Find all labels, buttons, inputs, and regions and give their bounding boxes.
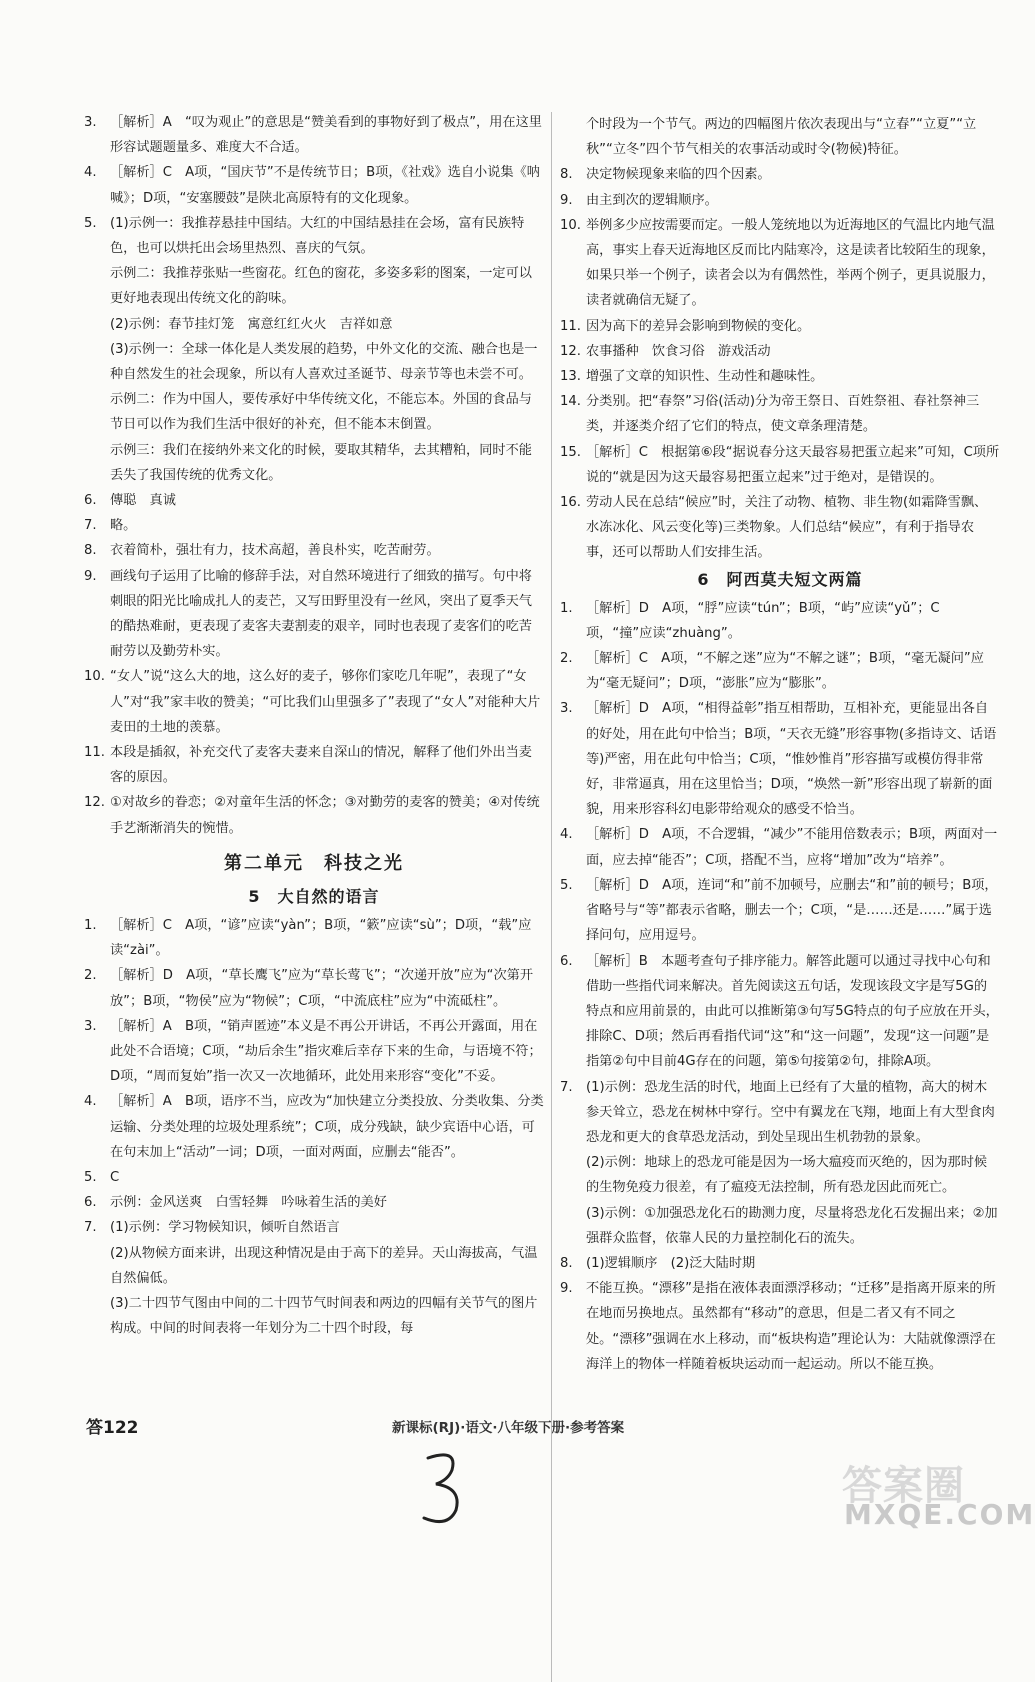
answer-item <box>84 538 544 563</box>
answer-text: 不能互换。“漂移”是指在液体表面漂浮移动；“迁移”是指离开原来的所在地而另换地点。虽然都有“移动”的意思，但是二者又有不同之处。“漂移”强调在水上移动，而“板块构造”理论认为：大陆就像漂浮在海洋上的物体一样随着板块运动而一起运动。所以不能互换。 <box>586 1281 996 1372</box>
answer-text: ［解析］A B项，语序不当，应改为“加快建立分类投放、分类收集、分类运输、分类处理的垃圾处理系统”；C项，成分残缺，缺少宾语中心语，可在句末加上“活动”一词；D项，一面对两面，应删去“能否”。 <box>110 1094 544 1160</box>
answer-text: ［解析］D A项，连词“和”前不加顿号，应删去“和”前的顿号；B项，省略号与“等”都表示省略，删去一个；C项，“是……还是……”属于选择问句，应用逗号。 <box>586 877 998 944</box>
answer-text: ［解析］A “叹为观止”的意思是“赞美看到的事物好到了极点”，用在这里形容试题题量多、难度大不合适。 <box>110 115 542 156</box>
answer-text: 个时段为一个节气。两边的四幅图片依次表现出与“立春”“立夏”“立秋”“立冬”四个节气相关的农事活动或时令(物候)特征。 <box>586 117 977 158</box>
answer-text: ［解析］A B项，“销声匿迹”本义是不再公开讲话，不再公开露面，用在此处不合语境；C项，“劫后余生”指灾难后幸存下来的生命，与语境不符；D项，“周而复始”指一次又一次地循环，此处用来形容“变化”不妥。 <box>110 1018 542 1085</box>
answer-text: 因为高下的差异会影响到物候的变化。 <box>586 318 811 334</box>
answer-item <box>84 387 544 437</box>
answer-item <box>560 162 1000 187</box>
answer-text: 傳聪 真诚 <box>110 493 176 509</box>
answer-item <box>84 664 544 740</box>
answer-item <box>84 564 544 665</box>
answer-text: 示例二：作为中国人，要传承好中华传统文化，不能忘本。外国的食品与节日可以作为我们生活中很好的补充，但不能本末倒置。 <box>110 392 532 433</box>
answer-item <box>84 438 544 488</box>
right-answers-block-2 <box>560 596 1000 1377</box>
answer-text: (1)逻辑顺序 (2)泛大陆时期 <box>586 1255 756 1271</box>
answer-text: ［解析］D A项，“相得益彰”指互相帮助，互相补充，更能显出各自的好处，用在此句中恰当；B项，“天衣无缝”形容事物(多指诗文、话语等)严密，用在此句中恰当；C项，“惟妙惟肖”形容描写或模仿得非常好，非常逼真，用在这里恰当；D项，“焕然一新”形容出现了崭新的面貌，用来形容科幻电影带给观众的感受不恰当。 <box>586 701 997 818</box>
answer-text: ［解析］D A项，不合逻辑，“减少”不能用倍数表示；B项，两面对一面，应去掉“能否”；C项，搭配不当，应将“增加”改为“培养”。 <box>586 827 998 868</box>
answer-number: 15. <box>560 444 581 460</box>
answer-item <box>84 1089 544 1165</box>
answer-number: 7. <box>84 1220 97 1236</box>
answer-number: 14. <box>560 394 581 410</box>
answer-number: 4. <box>560 827 573 843</box>
answer-number: 3. <box>84 1018 97 1034</box>
answer-item <box>560 696 1000 822</box>
right-answers-block-1 <box>560 112 1000 566</box>
right-column <box>560 112 1000 1377</box>
page-number: 答122 <box>86 1418 139 1438</box>
answer-item <box>84 488 544 513</box>
answer-number: 7. <box>84 518 97 534</box>
answer-text: 由主到次的逻辑顺序。 <box>586 192 718 208</box>
footer-book-title: 新课标(RJ)·语文·八年级下册·参考答案 <box>392 1420 625 1436</box>
answer-text: (1)示例一：我推荐悬挂中国结。大红的中国结悬挂在会场，富有民族特色，也可以烘托出会场里热烈、喜庆的气氛。 <box>110 215 525 257</box>
left-answers-block-2 <box>84 913 544 1341</box>
answer-number: 8. <box>560 1255 573 1271</box>
answer-item <box>560 1251 1000 1276</box>
answer-number: 8. <box>84 543 97 559</box>
lesson-title-6: 6 阿西莫夫短文两篇 <box>697 569 863 589</box>
answer-text: 决定物候现象来临的四个因素。 <box>586 167 771 183</box>
answer-text: ［解析］D A项，“脬”应读“tún”；B项，“屿”应读“yǔ”；C项，“撞”应读“zhuàng”。 <box>586 600 940 641</box>
answer-number: 4. <box>84 1094 97 1110</box>
column-divider <box>551 112 552 1682</box>
answer-text: ［解析］D A项，“草长鹰飞”应为“草长莺飞”；“次递开放”应为“次第开放”；B项，“物侯”应为“物候”；C项，“中流底柱”应为“中流砥柱”。 <box>110 968 534 1009</box>
answer-item <box>84 1190 544 1215</box>
answer-number: 3. <box>560 701 573 717</box>
handwritten-number <box>418 1448 468 1528</box>
answer-text: ［解析］B 本题考查句子排序能力。解答此题可以通过寻找中心句和借助一些指代词来解决。首先阅读这五句话，发现该段文字是写5G的特点和应用前景的，由此可以推断第③句写5G特点的句子应放在开头，排除C、D项；然后再看指代词“这”和“这一问题”，发现“这一问题”是指第②句中目前4G存在的问题，第⑤句接第②句，排除A项。 <box>586 953 999 1070</box>
answer-item <box>560 1201 1000 1251</box>
left-answers-block-1 <box>84 110 544 841</box>
answer-item <box>84 740 544 790</box>
answer-text: 衣着简朴，强壮有力，技术高超，善良朴实，吃苦耐劳。 <box>110 543 440 559</box>
answer-number: 13. <box>560 369 581 385</box>
answer-item <box>560 339 1000 364</box>
answer-number: 10. <box>84 669 105 685</box>
answer-text: (3)示例一：全球一体化是人类发展的趋势，中外文化的交流、融合也是一种自然发生的社会现象，所以有人喜欢过圣诞节、母亲节等也未尝不可。 <box>110 341 538 383</box>
left-column <box>84 110 544 1341</box>
answer-text: (2)示例：春节挂灯笼 寓意红红火火 吉祥如意 <box>110 316 393 332</box>
answer-number: 10. <box>560 217 581 233</box>
answer-text: ［解析］C A项，“谚”应读“yàn”；B项，“簌”应读“sù”；D项，“载”应读“zài”。 <box>110 917 532 959</box>
answer-item <box>84 261 544 311</box>
answer-text: (2)从物候方面来讲，出现这种情况是由于高下的差异。天山海拔高，气温自然偏低。 <box>110 1245 538 1286</box>
answer-item <box>560 1075 1000 1151</box>
answer-item <box>84 1291 544 1341</box>
answer-item <box>560 646 1000 696</box>
answer-text: 示例：金风送爽 白雪轻舞 吟咏着生活的美好 <box>110 1195 387 1211</box>
answer-item <box>84 963 544 1013</box>
answer-item <box>560 213 1000 314</box>
answer-text: 增强了文章的知识性、生动性和趣味性。 <box>586 369 824 385</box>
answer-number: 2. <box>84 968 97 984</box>
answer-item <box>84 790 544 840</box>
answer-text: (2)示例：地球上的恐龙可能是因为一场大瘟疫而灭绝的，因为那时候的生物免疫力很差，有了瘟疫无法控制，所有恐龙因此而死亡。 <box>586 1155 988 1196</box>
answer-text: 举例多少应按需要而定。一般人笼统地以为近海地区的气温比内地气温高，事实上春天近海地区反而比内陆寒冷，这是读者比较陌生的现象，如果只举一个例子，读者会以为有偶然性，举两个例子，更具说服力，读者就确信无疑了。 <box>586 217 995 309</box>
answer-item <box>560 1150 1000 1200</box>
answer-text: ［解析］C A项，“不解之迷”应为“不解之谜”；B项，“毫无凝问”应为“毫无疑问”；D项，“澎胀”应为“膨胀”。 <box>586 651 984 692</box>
answer-item <box>84 110 544 160</box>
answer-number: 3. <box>84 115 97 130</box>
answer-number: 9. <box>560 192 573 208</box>
answer-text: ［解析］C 根据第⑥段“据说春分这天最容易把蛋立起来”可知，C项所说的“就是因为这天最容易把蛋立起来”过于绝对，是错误的。 <box>586 444 1000 485</box>
watermark-logo <box>838 1452 1035 1536</box>
answer-item <box>560 949 1000 1075</box>
answer-item <box>560 389 1000 439</box>
answer-text: C <box>110 1169 120 1185</box>
answer-number: 6. <box>560 953 573 969</box>
answer-item <box>560 1276 1000 1377</box>
answer-number: 9. <box>84 568 97 584</box>
answer-number: 5. <box>84 1169 97 1185</box>
answer-item <box>84 1215 544 1240</box>
answer-item <box>84 1014 544 1090</box>
answer-item <box>84 913 544 963</box>
answer-number: 9. <box>560 1281 573 1297</box>
answer-number: 8. <box>560 167 573 183</box>
answer-text: 略。 <box>110 518 137 534</box>
lesson-title-5: 5 大自然的语言 <box>248 886 380 906</box>
answer-item <box>560 490 1000 566</box>
answer-text: (1)示例：恐龙生活的时代，地面上已经有了大量的植物，高大的树木参天耸立，恐龙在树林中穿行。空中有翼龙在飞翔，地面上有大型食肉恐龙和更大的食草恐龙活动，到处呈现出生机勃勃的景象。 <box>586 1079 995 1145</box>
answer-text: 示例三：我们在接纳外来文化的时候，要取其精华，去其糟粕，同时不能丢失了我国传统的优秀文化。 <box>110 442 532 483</box>
answer-item <box>560 822 1000 872</box>
answer-number: 6. <box>84 1195 97 1211</box>
answer-number: 6. <box>84 493 97 509</box>
answer-item <box>560 314 1000 339</box>
answer-text: 本段是插叙，补充交代了麦客夫妻来自深山的情况，解释了他们外出当麦客的原因。 <box>110 745 532 786</box>
answer-number: 1. <box>84 917 97 933</box>
answer-item <box>560 596 1000 646</box>
answer-text: 分类别。把“春祭”习俗(活动)分为帝王祭日、百姓祭祖、春社祭神三类，并逐类介绍了它们的特点，使文章条理清楚。 <box>586 394 980 435</box>
answer-item <box>560 112 1000 162</box>
answer-item <box>84 1165 544 1190</box>
answer-item <box>560 364 1000 389</box>
answer-item <box>84 160 544 210</box>
answer-text: “女人”说“这么大的地，这么好的麦子，够你们家吃几年呢”，表现了“女人”对“我”家丰收的赞美；“可比我们山里强多了”表现了“女人”对能种大片麦田的土地的羡慕。 <box>110 669 541 735</box>
answer-item <box>84 337 544 387</box>
answer-text: ①对故乡的眷恋；②对童年生活的怀念；③对勤劳的麦客的赞美；④对传统手艺渐渐消失的惋惜。 <box>110 795 540 836</box>
answer-number: 11. <box>560 318 581 334</box>
answer-text: 画线句子运用了比喻的修辞手法，对自然环境进行了细致的描写。句中将刺眼的阳光比喻成扎人的麦芒，又写田野里没有一丝风，突出了夏季天气的酷热难耐，更表现了麦客夫妻割麦的艰辛，同时也表现了麦客们的吃苦耐劳以及勤劳朴实。 <box>110 568 532 660</box>
answer-text: (3)示例：①加强恐龙化石的勘测力度，尽量将恐龙化石发掘出来；②加强群众监督，依靠人民的力量控制化石的流失。 <box>586 1205 998 1246</box>
watermark-big-text: 答案圈 <box>842 1463 965 1509</box>
answer-number: 12. <box>84 795 105 811</box>
answer-text: 劳动人民在总结“候应”时，关注了动物、植物、非生物(如霜降雪飘、水冻冰化、风云变化等)三类物象。人们总结“候应”，有利于指导农事，还可以帮助人们安排生活。 <box>586 495 988 561</box>
answer-item <box>84 1241 544 1291</box>
answer-item <box>84 211 544 261</box>
answer-number: 1. <box>560 600 573 616</box>
answer-item <box>84 312 544 337</box>
watermark-url: MXQE.COM <box>844 1498 1035 1531</box>
answer-number: 7. <box>560 1079 573 1095</box>
answer-number: 2. <box>560 651 573 667</box>
unit-title: 第二单元 科技之光 <box>224 852 404 874</box>
answer-item <box>560 440 1000 490</box>
answer-number: 5. <box>560 877 573 893</box>
answer-number: 16. <box>560 495 581 511</box>
answer-number: 4. <box>84 165 97 181</box>
answer-number: 11. <box>84 745 105 761</box>
answer-item <box>560 188 1000 213</box>
answer-number: 5. <box>84 215 97 231</box>
answer-text: ［解析］C A项，“国庆节”不是传统节日；B项，《社戏》选自小说集《呐喊》；D项，“安塞腰鼓”是陕北高原特有的文化现象。 <box>110 165 540 206</box>
answer-item <box>560 873 1000 949</box>
answer-text: 示例二：我推荐张贴一些窗花。红色的窗花，多姿多彩的图案，一定可以更好地表现出传统文化的韵味。 <box>110 266 532 307</box>
answer-text: (1)示例：学习物候知识，倾听自然语言 <box>110 1220 340 1236</box>
answer-text: 农事播种 饮食习俗 游戏活动 <box>586 343 771 359</box>
answer-item <box>84 513 544 538</box>
answer-text: (3)二十四节气图由中间的二十四节气时间表和两边的四幅有关节气的图片构成。中间的时间表将一年划分为二十四个时段，每 <box>110 1295 538 1337</box>
answer-number: 12. <box>560 343 581 359</box>
